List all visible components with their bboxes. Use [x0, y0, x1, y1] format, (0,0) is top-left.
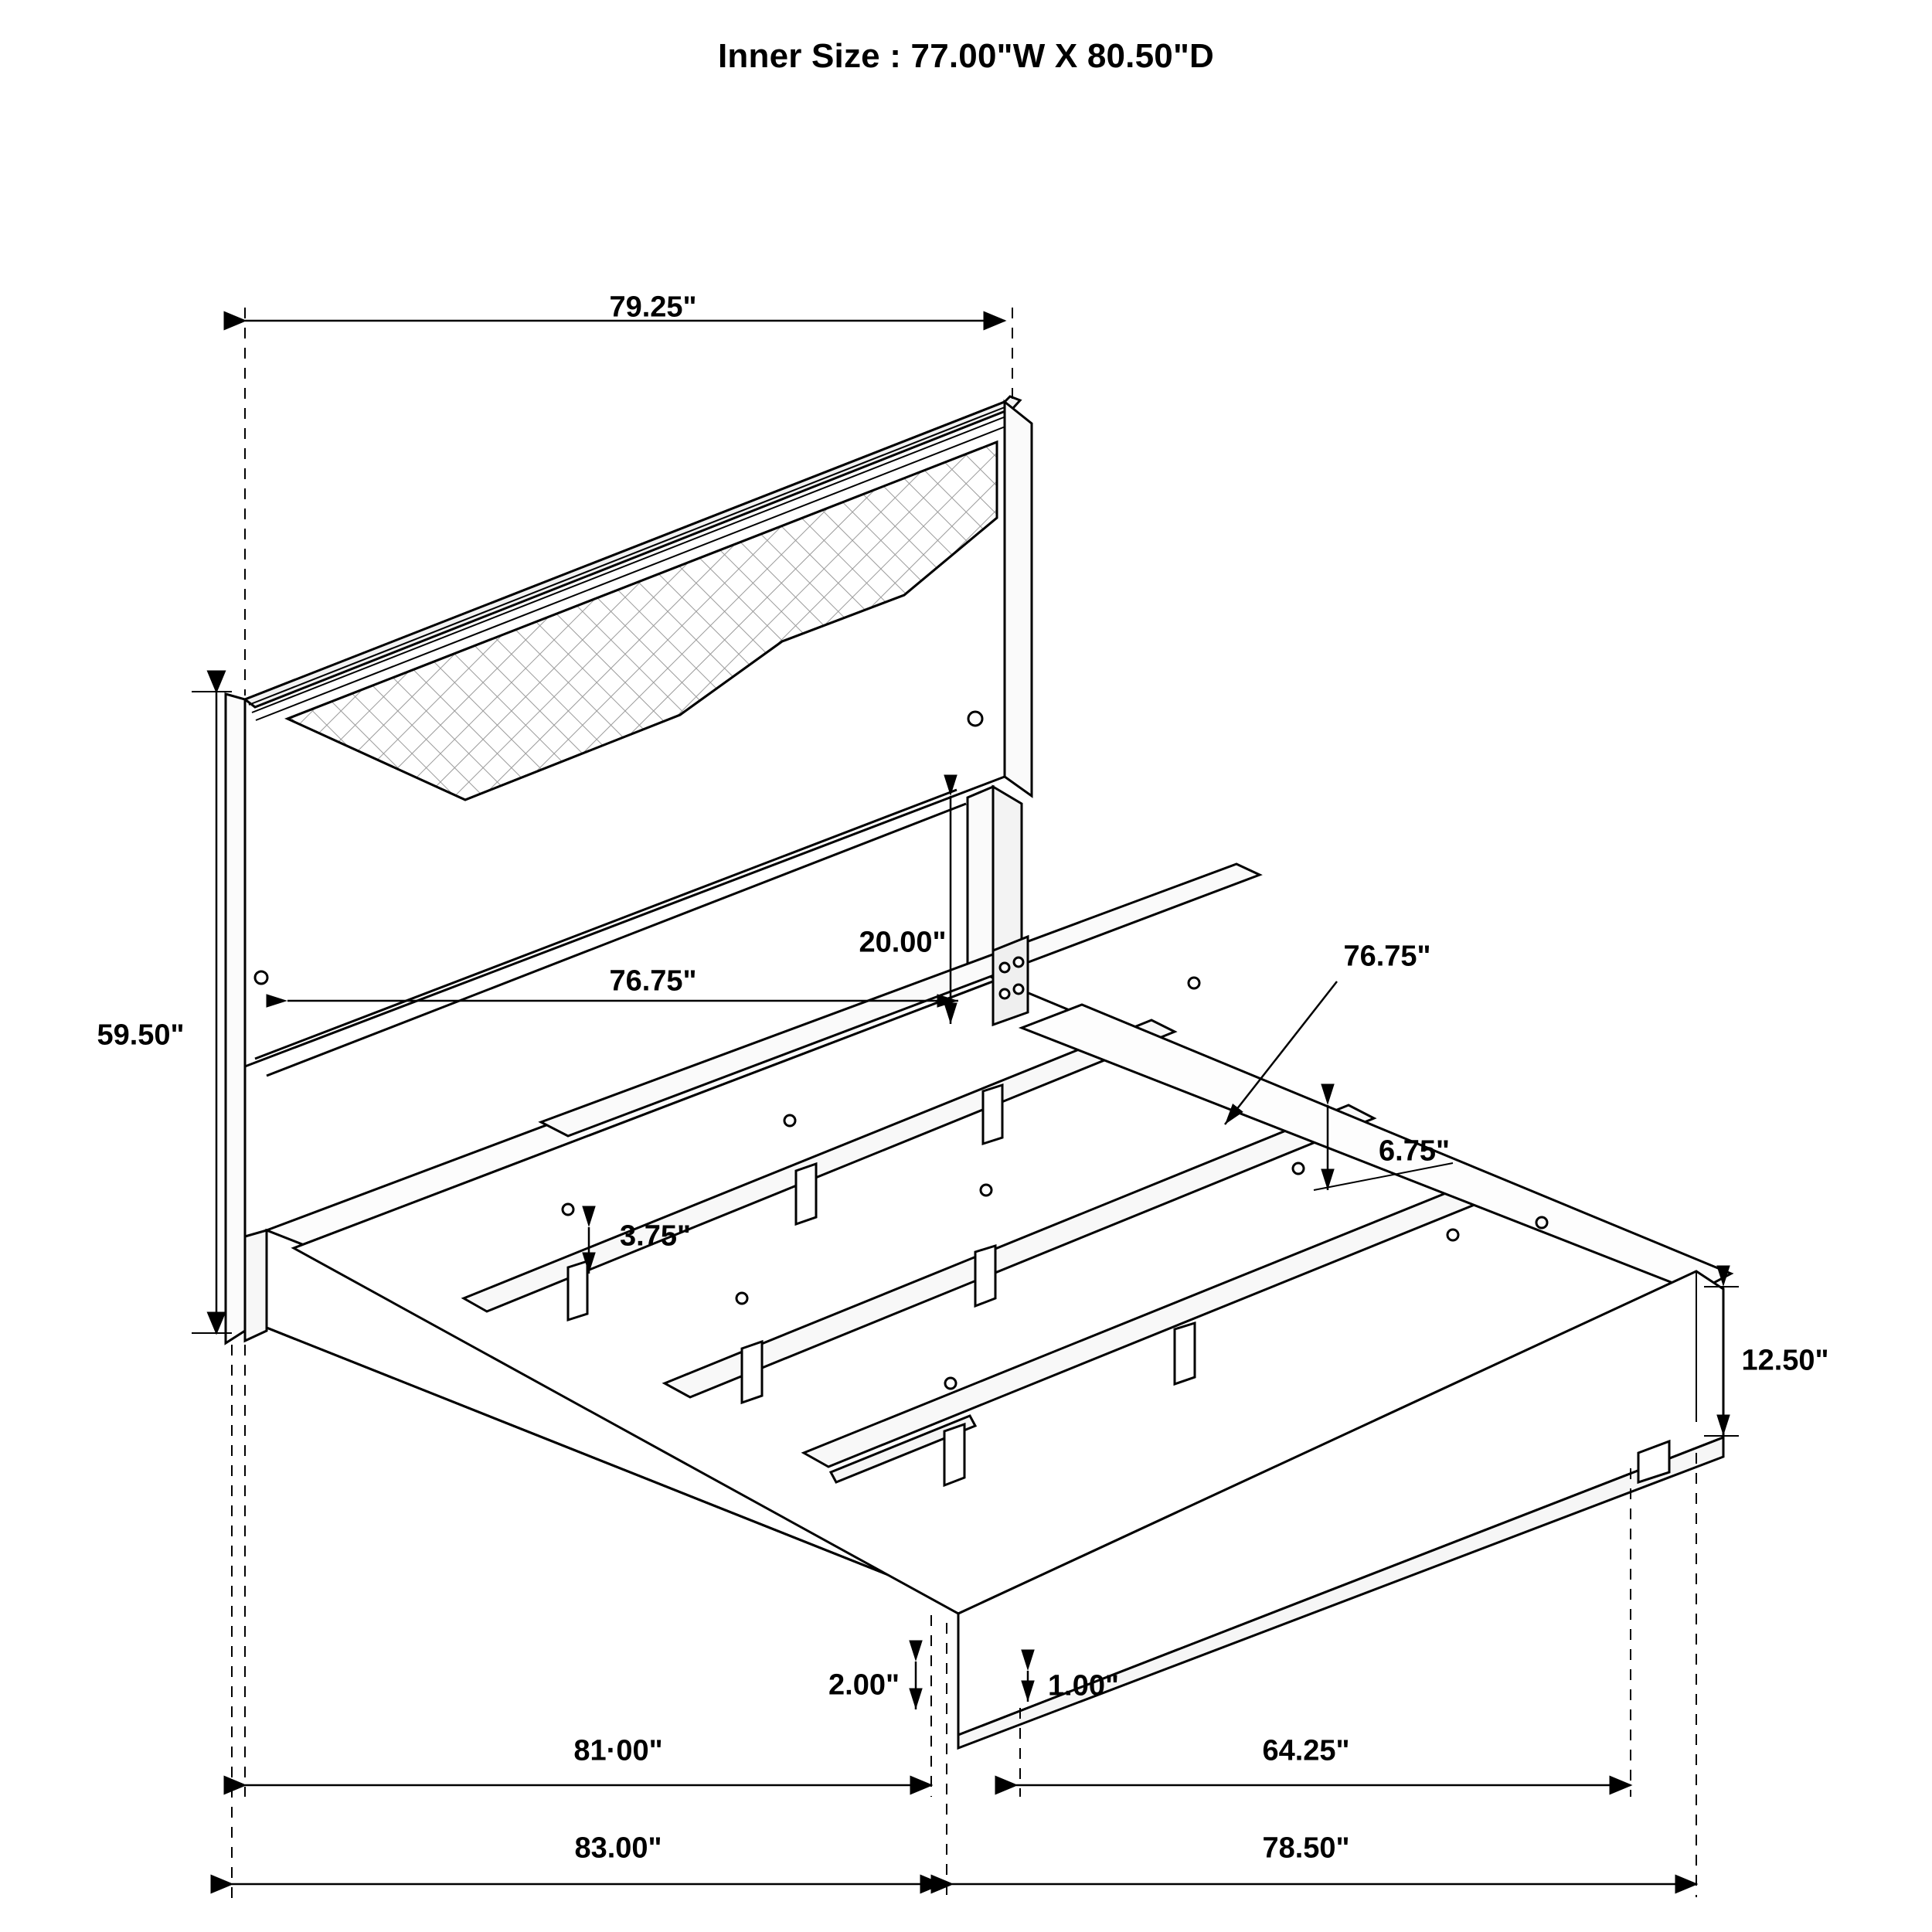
page-title: Inner Size : 77.00"W X 80.50"D	[718, 37, 1214, 75]
dimension-label-frame-depth-inner: 64.25"	[1262, 1734, 1350, 1767]
dimension-label-slat-support-height: 3.75"	[620, 1219, 691, 1253]
dimension-label-frame-length-outer: 83.00"	[574, 1832, 662, 1865]
dimension-label-headboard-panel-width: 76.75"	[609, 964, 697, 998]
dimension-label-frame-length-inner: 81·00"	[573, 1734, 663, 1767]
dimension-label-side-rail-inner-length: 76.75"	[1343, 940, 1431, 973]
dimension-label-clearance-2: 2.00"	[828, 1668, 900, 1702]
dimension-label-headboard-width: 79.25"	[609, 291, 697, 324]
bed-frame	[267, 864, 1731, 1748]
dimension-label-frame-depth-outer: 78.50"	[1262, 1832, 1350, 1865]
dimension-label-headboard-panel-height: 20.00"	[859, 926, 947, 959]
dimension-label-rail-height: 6.75"	[1379, 1134, 1450, 1168]
dimension-label-overall-height: 59.50"	[97, 1019, 185, 1052]
dimension-label-clearance-1: 1.00"	[1048, 1669, 1119, 1702]
dimension-label-footboard-height: 12.50"	[1741, 1344, 1829, 1377]
